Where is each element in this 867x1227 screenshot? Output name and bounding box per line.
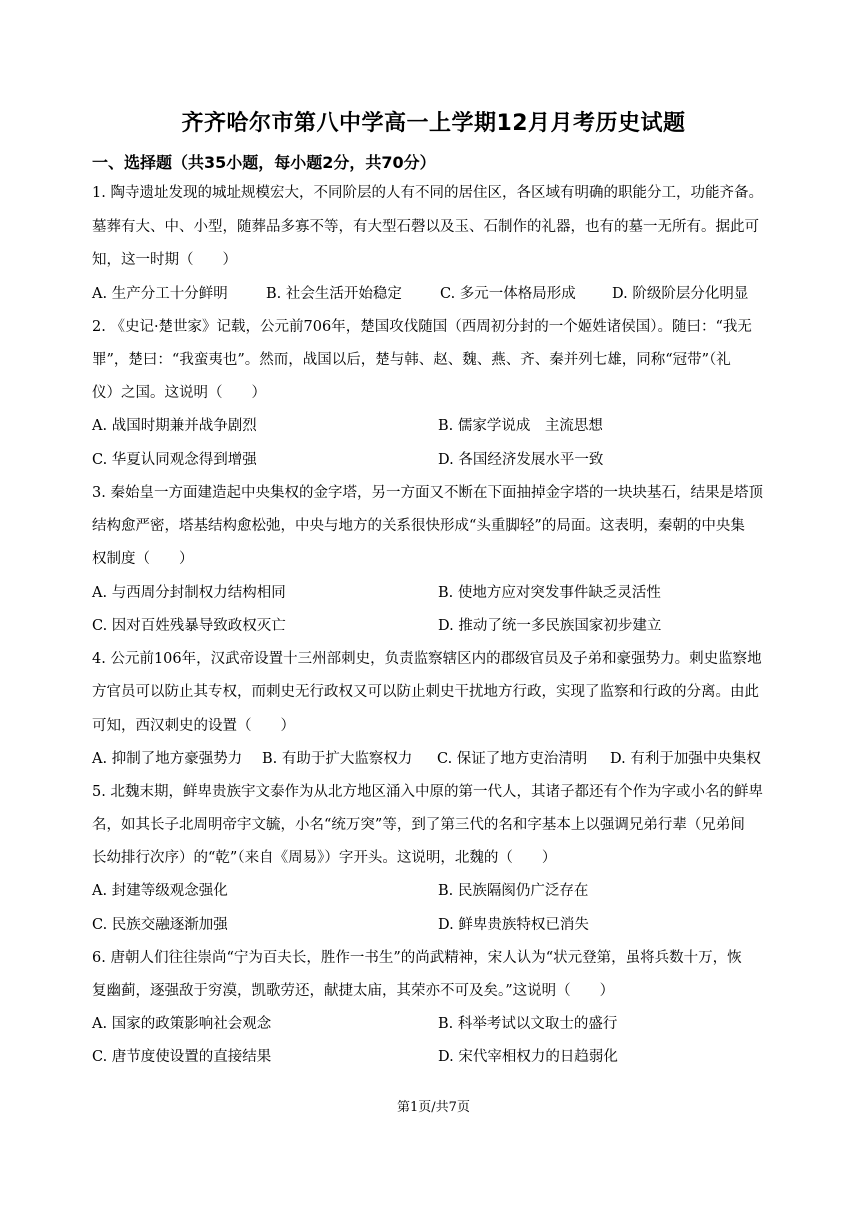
q5-option-d: D. 鲜卑贵族特权已消失	[438, 917, 589, 933]
q1-option-b: B. 社会生活开始稳定	[266, 286, 402, 302]
q3-line-3: 权制度（ ）	[92, 551, 194, 567]
q3-line-2: 结构愈严密，塔基结构愈松弛，中央与地方的关系很快形成“头重脚轻”的局面。这表明，秦朝的中央集	[92, 518, 745, 534]
q4-line-3: 可知，西汉刺史的设置（ ）	[92, 718, 295, 734]
q1-line-1: 1. 陶寺遗址发现的城址规模宏大，不同阶层的人有不同的居住区，各区域有明确的职能分工，功能齐备。	[92, 185, 763, 201]
q6-line-2: 复幽蓟，逐强敌于穷漠，凯歌劳还，献捷太庙，其荣亦不可及矣。”这说明（ ）	[92, 983, 615, 999]
q2-line-2: 罪”，楚曰：“我蛮夷也”。然而，战国以后，楚与韩、赵、魏、燕、齐、秦并列七雄，同称“冠带”（礼	[92, 352, 731, 368]
q5-line-3: 长幼排行次序）的“乾”（来自《周易》）字开头。这说明，北魏的（ ）	[92, 850, 557, 866]
q5-option-c: C. 民族交融逐渐加强	[92, 917, 228, 933]
q6-option-d: D. 宋代宰相权力的日趋弱化	[438, 1049, 618, 1065]
q1-line-2: 墓葬有大、中、小型，随葬品多寡不等，有大型石磬以及玉、石制作的礼器，也有的墓一无所有。据此可	[92, 219, 759, 235]
q2-option-c: C. 华夏认同观念得到增强	[92, 452, 257, 468]
q3-option-c: C. 因对百姓残暴导致政权灭亡	[92, 618, 286, 634]
q6-option-c: C. 唐节度使设置的直接结果	[92, 1049, 272, 1065]
q4-option-c: C. 保证了地方吏治清明	[437, 751, 588, 767]
q2-line-1: 2. 《史记·楚世家》记载，公元前706年，楚国攻伐随国（西周初分封的一个姬姓诸侯国）。随曰：“我无	[92, 319, 752, 335]
q5-line-2: 名，如其长子北周明帝宇文毓，小名“统万突”等，到了第三代的名和字基本上以强调兄弟行辈（兄弟间	[92, 817, 745, 833]
q3-line-1: 3. 秦始皇一方面建造起中央集权的金字塔，另一方面又不断在下面抽掉金字塔的一块块基石，结果是塔顶	[92, 485, 763, 501]
q3-option-d: D. 推动了统一多民族国家初步建立	[438, 618, 662, 634]
document-title: 齐齐哈尔市第八中学高一上学期12月月考历史试题	[181, 111, 686, 136]
q5-line-1: 5. 北魏末期，鲜卑贵族宇文泰作为从北方地区涌入中原的第一代人，其诸子都还有个作为字或小名的鲜卑	[92, 784, 763, 800]
q1-option-d: D. 阶级阶层分化明显	[612, 286, 749, 302]
q5-option-a: A. 封建等级观念强化	[92, 883, 228, 899]
q4-option-b: B. 有助于扩大监察权力	[262, 751, 413, 767]
q2-option-d: D. 各国经济发展水平一致	[438, 452, 604, 468]
q6-line-1: 6. 唐朝人们往往崇尚“宁为百夫长，胜作一书生”的尚武精神，宋人认为“状元登第，虽将兵数十万，恢	[92, 950, 742, 966]
q1-line-3: 知，这一时期（ ）	[92, 252, 237, 268]
section-heading: 一、选择题（共35小题，每小题2分，共70分）	[92, 153, 436, 172]
q2-option-a: A. 战国时期兼并战争剧烈	[92, 418, 257, 434]
q3-option-b: B. 使地方应对突发事件缺乏灵活性	[438, 585, 661, 601]
q4-option-a: A. 抑制了地方豪强势力	[92, 751, 243, 767]
q4-line-2: 方官员可以防止其专权，而刺史无行政权又可以防止刺史干扰地方行政，实现了监察和行政的分离。由此	[92, 684, 759, 700]
q6-option-a: A. 国家的政策影响社会观念	[92, 1016, 272, 1032]
q1-option-a: A. 生产分工十分鲜明	[92, 286, 228, 302]
q1-option-c: C. 多元一体格局形成	[440, 286, 576, 302]
q5-option-b: B. 民族隔阂仍广泛存在	[438, 883, 589, 899]
page-footer: 第1页/共7页	[397, 1100, 470, 1115]
q4-option-d: D. 有利于加强中央集权	[610, 751, 761, 767]
q4-line-1: 4. 公元前106年，汉武帝设置十三州部刺史，负责监察辖区内的郡级官员及子弟和豪强势力。刺史监察地	[92, 651, 762, 667]
q3-option-a: A. 与西周分封制权力结构相同	[92, 585, 286, 601]
q2-line-3: 仪）之国。这说明（ ）	[92, 385, 266, 401]
q2-option-b: B. 儒家学说成 主流思想	[438, 418, 603, 434]
q6-option-b: B. 科举考试以文取士的盛行	[438, 1016, 618, 1032]
